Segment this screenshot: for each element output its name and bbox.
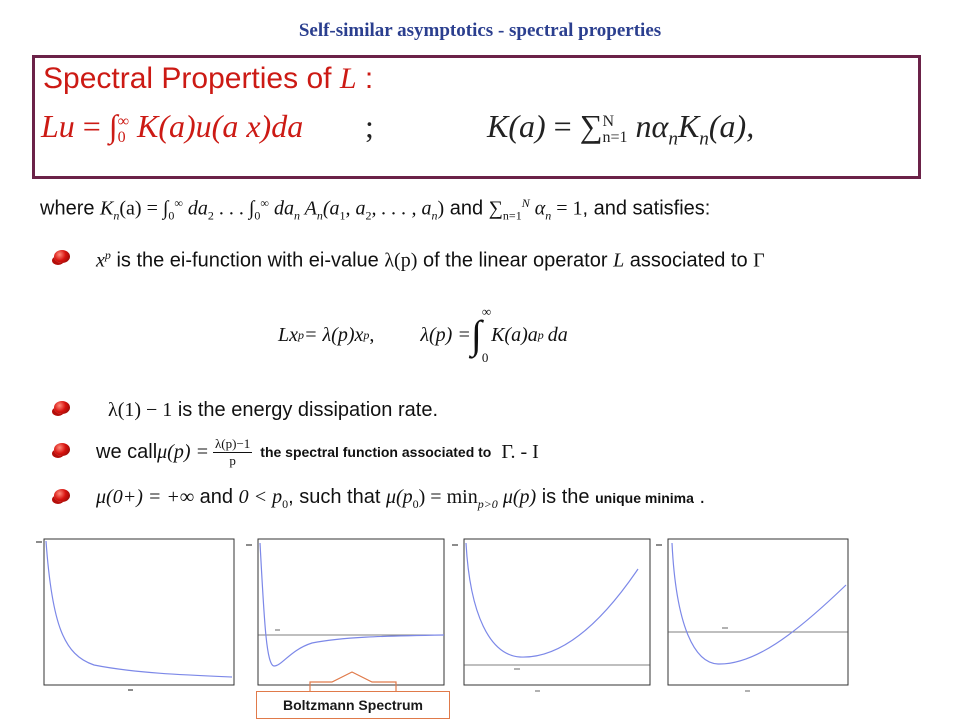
bullet-icon bbox=[54, 250, 70, 263]
bullet-icon bbox=[54, 401, 70, 414]
bullet-icon bbox=[54, 489, 70, 502]
spectral-properties-box bbox=[32, 55, 921, 179]
operator-separator: ; bbox=[365, 108, 374, 144]
callout-pointer bbox=[300, 668, 420, 693]
spectral-plot-1 bbox=[34, 535, 238, 695]
operator-definition: Lu = ∫ ∞ 0 K(a)u(a x)da bbox=[41, 108, 304, 146]
bullet-icon bbox=[54, 443, 70, 456]
eigen-equation: Lx p = λ(p)x p , λ(p) = ∫ ∞ 0 K(a)a p da bbox=[278, 304, 568, 365]
curve bbox=[672, 543, 846, 664]
slide-title: Self-similar asymptotics - spectral properties bbox=[298, 20, 662, 41]
bullet-minimum: μ(0+) = +∞ and $0 < p_0$, such that $\mu(p_0) = \min_{p>0} \mu(p)$ is the unique minima . bbox=[96, 486, 706, 511]
curve bbox=[260, 543, 444, 666]
kernel-definition: K(a) = ∑ N n=1 $n\alpha_nK_n(a)$, bbox=[487, 108, 755, 150]
bullet-eigenfunction: $x^p$ is the ei-function with ei-value λ(p) of the linear operator L associated to Γ bbox=[96, 248, 765, 272]
spectral-plot-4 bbox=[654, 535, 860, 695]
bullet-dissipation: λ(1) − 1 is the energy dissipation rate. bbox=[108, 399, 438, 421]
props-heading: Spectral Properties of L : bbox=[43, 62, 374, 95]
boltzmann-spectrum-label: Boltzmann Spectrum bbox=[256, 691, 450, 719]
curve bbox=[46, 541, 232, 677]
spectral-plot-3 bbox=[450, 535, 656, 695]
where-line: where $K_n(a) = \int_0^\infty$ $da_2$ . . . $\int_0^\infty$ $da_n$ $A_n(a_1$, $a_2$, . . . , $a_n$) and $\sum_{n=1}^N$ $\alpha_n = 1$, and satisfies: bbox=[40, 196, 711, 223]
bullet-spectral-function: we call μ(p) = $\frac{\lambda(p)-1}{p}$ the spectral function associated to Γ. - I bbox=[96, 435, 539, 468]
curve bbox=[466, 543, 638, 657]
